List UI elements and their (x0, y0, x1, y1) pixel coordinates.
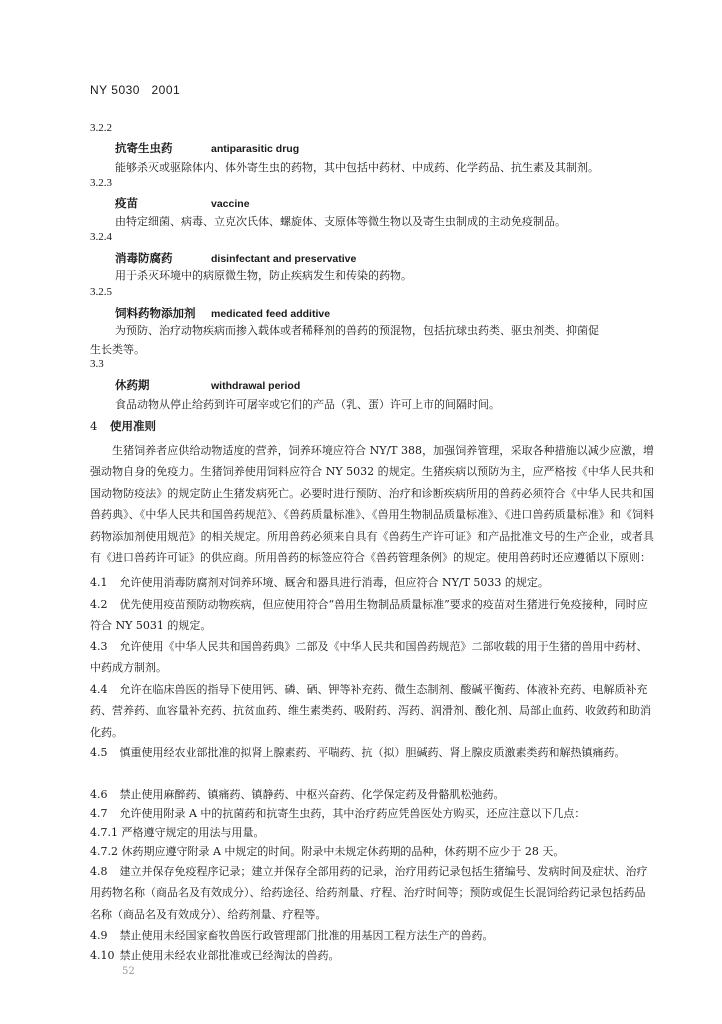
list-item: 4.5 慎重使用经农业部批准的拟肾上腺素药、平喘药、抗（拟）胆碱药、肾上腺皮质激素类药和解热镇痛药。 (90, 746, 626, 759)
section-intro-paragraph: 生猪饲养者应供给动物适度的营养，饲养环境应符合 NY/T 388，加强饲养管理，采取各种措施以减少应激，增强动物自身的免疫力。生猪饲养使用饲料应符合 NY 5032 的规定。生猪疾病以预防为主，应严格按《中华人民共和国动物防疫法》的规定防止生猪发病死亡。必要时进行预防、治疗和诊断疾病所用的兽药必须符合《中华人民共和国兽药典》、《中华人民共和国兽药规范》、《兽药质量标准》、《兽用生物制品质量标准》、《进口兽药质量标准》和《饲料药物添加剂使用规范》的相关规定。所用兽药必须来自具有《兽药生产许可证》和产品批准文号的生产企业，或者具有《进口兽药许可证》的供应商。所用兽药的标签应符合《兽药管理条例》的规定。使用兽药时还应遵循以下原则： (90, 444, 654, 565)
term-zh: 抗寄生虫药 (115, 141, 173, 155)
term-en: medicated feed additive (211, 308, 331, 320)
term-en: withdrawal period (211, 380, 301, 392)
term-definition: 生长类等。 (90, 343, 145, 356)
section-number: 4 (90, 419, 98, 433)
term-title (115, 140, 299, 156)
term-number: 3.2.5 (90, 286, 112, 298)
page-number: 52 (122, 966, 135, 977)
list-item: 4.9 禁止使用未经国家畜牧兽医行政管理部门批准的用基因工程方法生产的兽药。 (90, 929, 494, 942)
section-heading (90, 418, 156, 434)
list-item: 4.10 禁止使用未经农业部批准或已经淘汰的兽药。 (90, 949, 340, 962)
standard-code-header: NY 5030 2001 (90, 83, 181, 97)
term-en: antiparasitic drug (211, 143, 300, 155)
term-title (115, 377, 300, 393)
term-zh: 饲料药物添加剂 (115, 306, 196, 320)
list-item: 4.2 优先使用疫苗预防动物疾病，但应使用符合“兽用生物制品质量标准”要求的疫苗对生猪进行免疫接种，同时应符合 NY 5031 的规定。 (90, 598, 648, 633)
term-definition: 用于杀灭环境中的病原微生物，防止疾病发生和传染的药物。 (115, 269, 412, 282)
term-definition: 为预防、治疗动物疾病而掺入载体或者稀释剂的兽药的预混物，包括抗球虫药类、驱虫剂类、抑菌促 (115, 324, 599, 337)
term-zh: 疫苗 (115, 196, 138, 210)
list-item: 4.1 允许使用消毒防腐剂对饲养环境、厩舍和器具进行消毒，但应符合 NY/T 5033 的规定。 (90, 576, 549, 589)
list-item: 4.7 允许使用附录 A 中的抗菌药和抗寄生虫药，其中治疗药应凭兽医处方购买，还应注意以下几点： (90, 807, 586, 820)
term-definition: 由特定细菌、病毒、立克次氏体、螺旋体、支原体等微生物以及寄生虫制成的主动免疫制品。 (115, 215, 566, 228)
term-en: vaccine (211, 198, 250, 210)
section-title: 使用准则 (110, 419, 156, 433)
list-item: 4.4 允许在临床兽医的指导下使用钙、磷、硒、钾等补充药、微生态制剂、酸碱平衡药、体液补充药、电解质补充药、营养药、血容量补充药、抗贫血药、维生素类药、吸附药、泻药、润滑剂、酸化剂、局部止血药、收敛药和助消化药。 (90, 683, 651, 739)
term-definition: 能够杀灭或驱除体内、体外寄生虫的药物，其中包括中药材、中成药、化学药品、抗生素及其制剂。 (115, 161, 599, 174)
list-item: 4.6 禁止使用麻醉药、镇痛药、镇静药、中枢兴奋药、化学保定药及骨骼肌松弛药。 (90, 788, 505, 801)
term-title (115, 305, 330, 321)
list-item: 4.7.2 休药期应遵守附录 A 中规定的时间。附录中未规定休药期的品种，休药期不应少于 28 天。 (90, 845, 565, 858)
term-title (115, 250, 356, 266)
term-number: 3.2.2 (90, 122, 112, 134)
term-zh: 休药期 (115, 378, 150, 392)
term-number: 3.2.4 (90, 231, 112, 243)
list-item: 4.3 允许使用《中华人民共和国兽药典》二部及《中华人民共和国兽药规范》二部收载的用于生猪的兽用中药材、中药成方制剂。 (90, 640, 648, 675)
term-en: disinfectant and preservative (211, 253, 357, 265)
term-definition: 食品动物从停止给药到许可屠宰或它们的产品（乳、蛋）许可上市的间隔时间。 (115, 398, 500, 411)
term-number: 3.2.3 (90, 177, 112, 189)
term-zh: 消毒防腐药 (115, 251, 173, 265)
list-item: 4.8 建立并保存免疫程序记录；建立并保存全部用药的记录，治疗用药记录包括生猪编号、发病时间及症状、治疗用药物名称（商品名及有效成分）、给药途径、给药剂量、疗程、治疗时间等；预防或促生长混饲给药记录包括药品名称（商品名及有效成分）、给药剂量、疗程等。 (90, 865, 648, 921)
term-number: 3.3 (90, 358, 104, 370)
term-title (115, 195, 250, 211)
list-item: 4.7.1 严格遵守规定的用法与用量。 (90, 826, 265, 839)
